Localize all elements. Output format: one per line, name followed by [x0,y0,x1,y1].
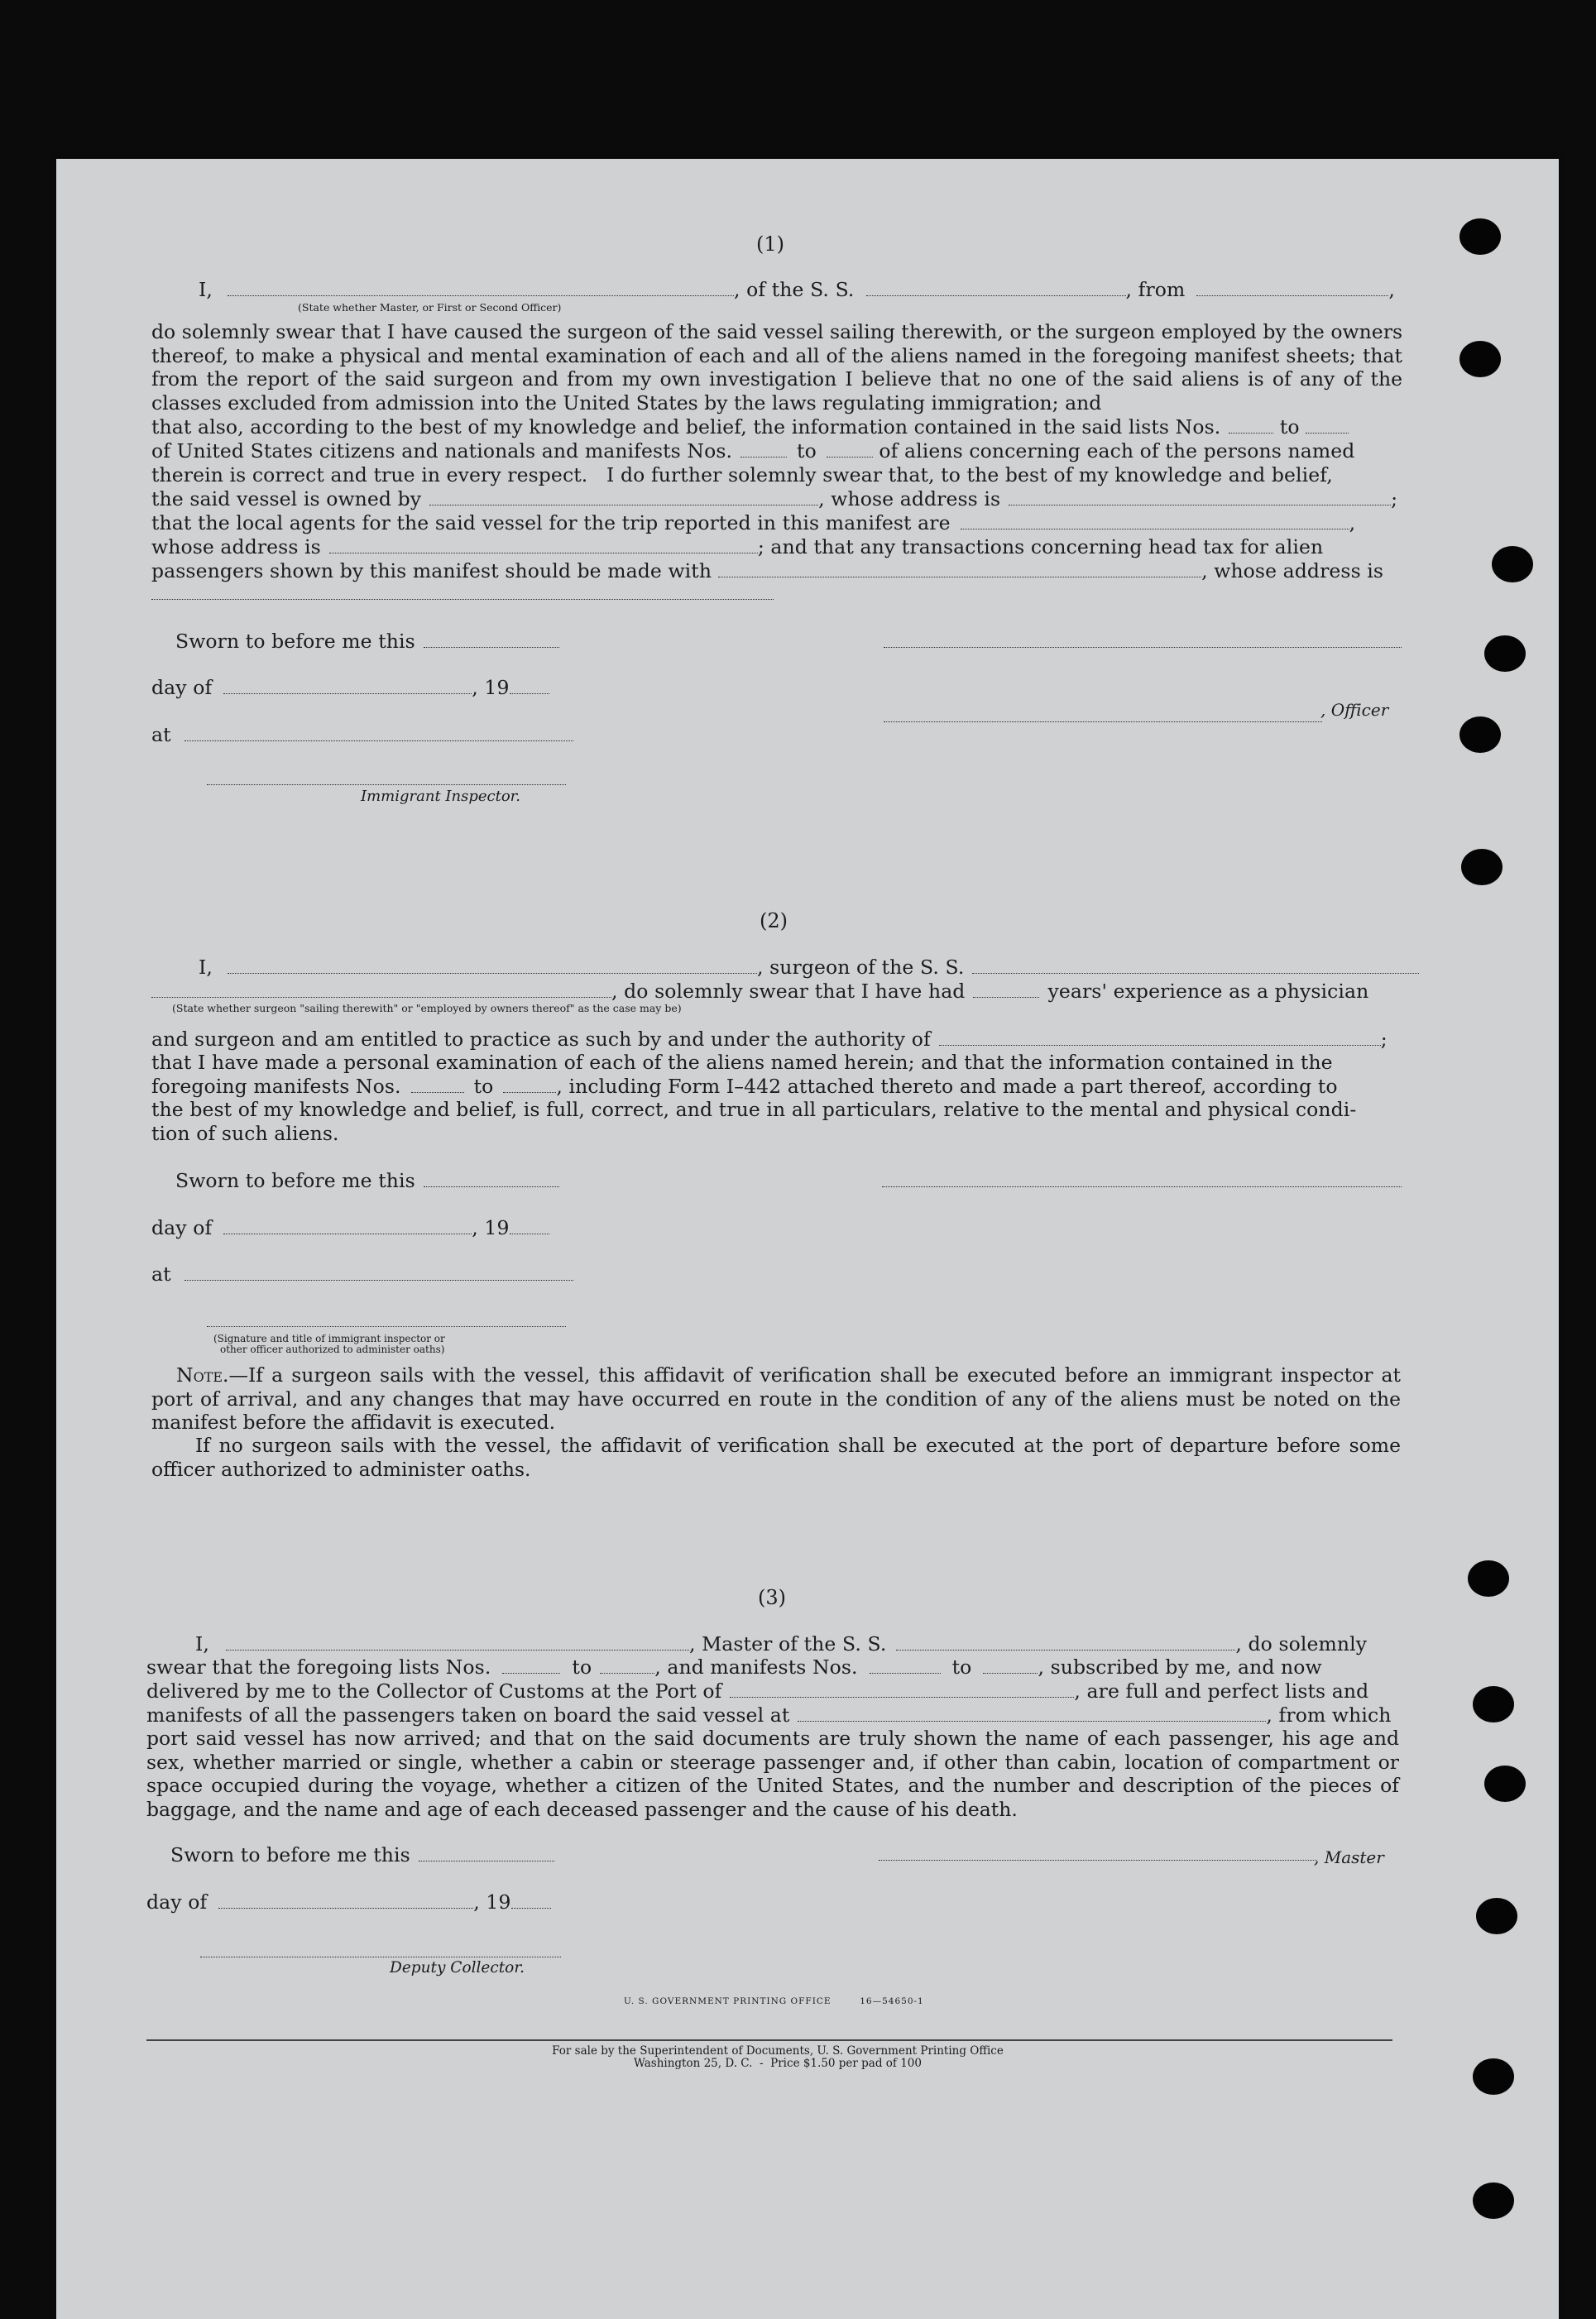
text: manifests of all the passengers taken on board the said vessel at [146,1703,790,1727]
sale-notice-line-2: Washington 25, D. C. - Price $1.50 per pad of 100 [634,2057,922,2070]
year-field[interactable] [510,677,549,694]
deputy-signature-line[interactable] [200,1955,561,1957]
punch-hole [1492,546,1533,582]
text: to [951,1655,972,1679]
pronoun-label: I, [199,278,213,301]
deputy-caption: Deputy Collector. [390,1959,525,1976]
section-1-manifests-line [151,439,1354,462]
master-name-field[interactable] [226,1633,689,1651]
lists-from-field[interactable] [1229,416,1273,434]
text: at [151,723,171,746]
head-tax-address-field[interactable] [151,597,774,600]
punch-hole [1468,1560,1509,1597]
text: of aliens concerning each of the persons named [879,439,1355,462]
text: day of [146,1890,208,1914]
section-1-line-1 [199,278,1395,301]
text: , whose address is [818,487,1001,510]
text: whose address is [151,535,321,558]
punch-hole [1473,2182,1514,2219]
master-manifests-to-field[interactable] [983,1656,1038,1674]
at-place-field[interactable] [185,724,573,741]
authority-field[interactable] [939,1028,1381,1046]
port-field[interactable] [730,1680,1074,1698]
surgeon-vessel-field[interactable] [972,956,1419,974]
text: that the local agents for the said vessel for the trip reported in this manifest are [151,511,951,534]
text: years' experience as a physician [1047,980,1369,1003]
text: to [572,1655,592,1679]
note-paragraph-1 [151,1363,1401,1435]
inspector-signature-line[interactable] [207,783,566,785]
text: I, [199,956,213,979]
at-label [151,723,573,746]
section-3-heading: (3) [758,1586,786,1609]
local-agents-field[interactable] [961,512,1349,529]
at-place-field-2[interactable] [185,1263,573,1281]
text: , and manifests Nos. [654,1655,858,1679]
text: at [151,1263,171,1286]
master-lists-to-field[interactable] [600,1656,654,1674]
text: swear that the foregoing lists Nos. [146,1655,491,1679]
sworn-day-field-3[interactable] [419,1844,554,1861]
owner-field[interactable] [429,488,818,505]
punch-hole [1484,635,1526,672]
master-vessel-field[interactable] [896,1633,1235,1651]
master-manifests-from-field[interactable] [870,1656,941,1674]
year-field-3[interactable] [511,1891,551,1909]
text: I, [195,1632,209,1655]
text: the said vessel is owned by [151,487,422,510]
text: and surgeon and am entitled to practice as such by and under the authority of [151,1028,931,1051]
text: , 19 [472,676,510,699]
lists-to-field[interactable] [1306,416,1349,434]
punch-hole [1476,1898,1517,1934]
section-1-line-c: therein is correct and true in every respect. I do further solemnly swear that, to the best of my knowledge and belief, [151,463,1333,486]
surgeon-status-field[interactable] [151,980,611,998]
section-3-paragraph: port said vessel has now arrived; and that on the said documents are truly shown the name of each passenger, his age and sex, whether married or single, whether a cabin or steerage passenger and, if other than cabin, location of compartment or space occupied during the voyage, whether a citizen of the United States, and the number and description of the pieces of baggage, and the name and age of each deceased passenger and the cause of his death. [146,1727,1399,1821]
punch-hole [1461,849,1503,885]
sworn-day-field[interactable] [424,630,559,648]
text: , do solemnly [1235,1632,1368,1655]
text: of United States citizens and nationals and manifests Nos. [151,439,733,462]
text: Sworn to before me this [170,1843,410,1866]
punch-hole [1459,218,1501,255]
month-field-2[interactable] [223,1217,472,1234]
section-1-paragraph: do solemnly swear that I have caused the surgeon of the said vessel sailing therewith, or the surgeon employed by the owners thereof, to make a physical and mental examination of each and all of the aliens named in the foregoing manifest sheets; that from the report of the said surgeon and from my own investigation I believe that no one of the said aliens is of any of the classes excluded from admission into the United States by the laws regulating immigration; and [151,320,1402,414]
section-2-heading: (2) [760,909,788,932]
section-3-line-1 [195,1632,1367,1655]
manifests-from-field[interactable] [740,440,787,458]
section-3-line-2 [146,1655,1322,1679]
text: Sworn to before me this [175,1169,415,1192]
text: —If a surgeon sails with the vessel, this affidavit of verification shall be executed before an immigrant inspector at port of arrival, and any changes that may have occurred en route in the condition of any of the aliens must be noted on the manifest before the affidavit is executed. [151,1363,1401,1434]
section-1-heading: (1) [756,232,784,256]
section-2-line-7: tion of such aliens. [151,1122,339,1145]
note-label: Note. [176,1363,229,1387]
text: to [797,439,817,462]
section-1-head-tax-line [151,559,1383,582]
head-tax-party-field[interactable] [718,560,1201,577]
text: to [1279,415,1300,438]
years-experience-field[interactable] [973,980,1039,998]
sworn-label-2 [175,1169,559,1192]
text: , surgeon of the S. S. [756,956,965,979]
officer-rank-note: (State whether Master, or First or Second Officer) [298,301,562,314]
section-2-line-3 [151,1028,1388,1051]
surgeon-manifests-to-field[interactable] [503,1076,556,1093]
text: ; [1380,1028,1388,1051]
boarding-port-field[interactable] [798,1704,1266,1722]
section-3-line-3 [146,1679,1368,1703]
from-label: , from [1125,278,1186,301]
text: , Master of the S. S. [688,1632,887,1655]
sworn-label-3 [170,1843,554,1866]
text: Sworn to before me this [175,630,415,653]
surgeon-status-note: (State whether surgeon "sailing therewith" or "employed by owners thereof" as the case may be) [172,1002,682,1014]
note-paragraph-2: If no surgeon sails with the vessel, the affidavit of verification shall be executed at the port of departure before some officer authorized to administer oaths. [151,1434,1401,1481]
agent-address-field[interactable] [329,536,758,553]
master-caption: , Master [1314,1847,1384,1867]
inspector-signature-line-2[interactable] [207,1325,566,1327]
text: , from which [1266,1703,1392,1727]
section-2-line-5 [151,1075,1338,1098]
sworn-day-field-2[interactable] [424,1170,559,1187]
section-1-lists-line [151,415,1349,438]
text: that also, according to the best of my knowledge and belief, the information contained in the said lists Nos. [151,415,1221,438]
text: , 19 [472,1216,510,1239]
text: passengers shown by this manifest should be made with [151,559,712,582]
officer-name-field[interactable] [228,279,734,296]
text: ; and that any transactions concerning head tax for alien [757,535,1324,558]
text: , 19 [473,1890,511,1914]
signature-note-line-1: (Signature and title of immigrant inspector or [213,1333,445,1344]
surgeon-name-field[interactable] [228,956,757,974]
text: , including Form I–442 attached thereto and made a part thereof, according to [556,1075,1338,1098]
text: , are full and perfect lists and [1074,1679,1369,1703]
from-port-field[interactable] [1196,279,1388,296]
master-lists-from-field[interactable] [502,1656,560,1674]
text: day of [151,1216,213,1239]
vessel-name-field[interactable] [866,279,1126,296]
surgeon-signature-line[interactable] [882,1185,1402,1187]
signature-note-line-2: other officer authorized to administer oaths) [220,1344,445,1355]
day-of-label-2 [151,1216,549,1239]
punch-hole [1473,1686,1514,1722]
punch-hole [1459,341,1501,377]
owner-address-field[interactable] [1009,488,1391,505]
text: , subscribed by me, and now [1038,1655,1322,1679]
at-label-2 [151,1263,573,1286]
comma-label: , [1388,278,1395,301]
section-1-agent-address-line [151,535,1323,558]
month-field-3[interactable] [218,1891,473,1909]
sale-notice-line-1: For sale by the Superintendent of Documents, U. S. Government Printing Office [552,2044,1004,2058]
year-field-2[interactable] [510,1217,549,1234]
officer-title-line[interactable] [884,720,1322,722]
inspector-caption: Immigrant Inspector. [361,788,521,805]
month-field[interactable] [223,677,472,694]
section-3-line-4 [146,1703,1391,1727]
officer-caption: , Officer [1320,700,1389,720]
surgeon-manifests-from-field[interactable] [411,1076,464,1093]
text: , whose address is [1201,559,1384,582]
punch-hole [1459,716,1501,753]
text: ; [1391,487,1398,510]
section-2-line-4: that I have made a personal examination of each of the aliens named herein; and that the information contained in the [151,1051,1333,1074]
day-of-label-3 [146,1890,551,1914]
sworn-label [175,630,559,653]
master-signature-line[interactable] [879,1858,1317,1861]
text: day of [151,676,213,699]
of-ss-label: , of the S. S. [733,278,855,301]
printing-office-imprint: U. S. GOVERNMENT PRINTING OFFICE 16—54650-1 [624,1996,924,2006]
text: delivered by me to the Collector of Customs at the Port of [146,1679,722,1703]
punch-hole [1473,2058,1514,2095]
text: , do solemnly swear that I have had [611,980,966,1003]
section-1-agents-line [151,511,1355,534]
text: to [473,1075,494,1098]
section-2-line-6: the best of my knowledge and belief, is full, correct, and true in all particulars, relative to the mental and physical condi- [151,1098,1357,1121]
section-2-line-2 [151,980,1368,1003]
officer-signature-line[interactable] [884,645,1402,648]
text: , [1349,511,1356,534]
section-1-owner-line [151,487,1397,510]
manifests-to-field[interactable] [827,440,873,458]
text: foregoing manifests Nos. [151,1075,401,1098]
section-2-line-1 [199,956,1419,979]
punch-hole [1484,1766,1526,1802]
day-of-label [151,676,549,699]
footer-rule [146,2039,1392,2041]
